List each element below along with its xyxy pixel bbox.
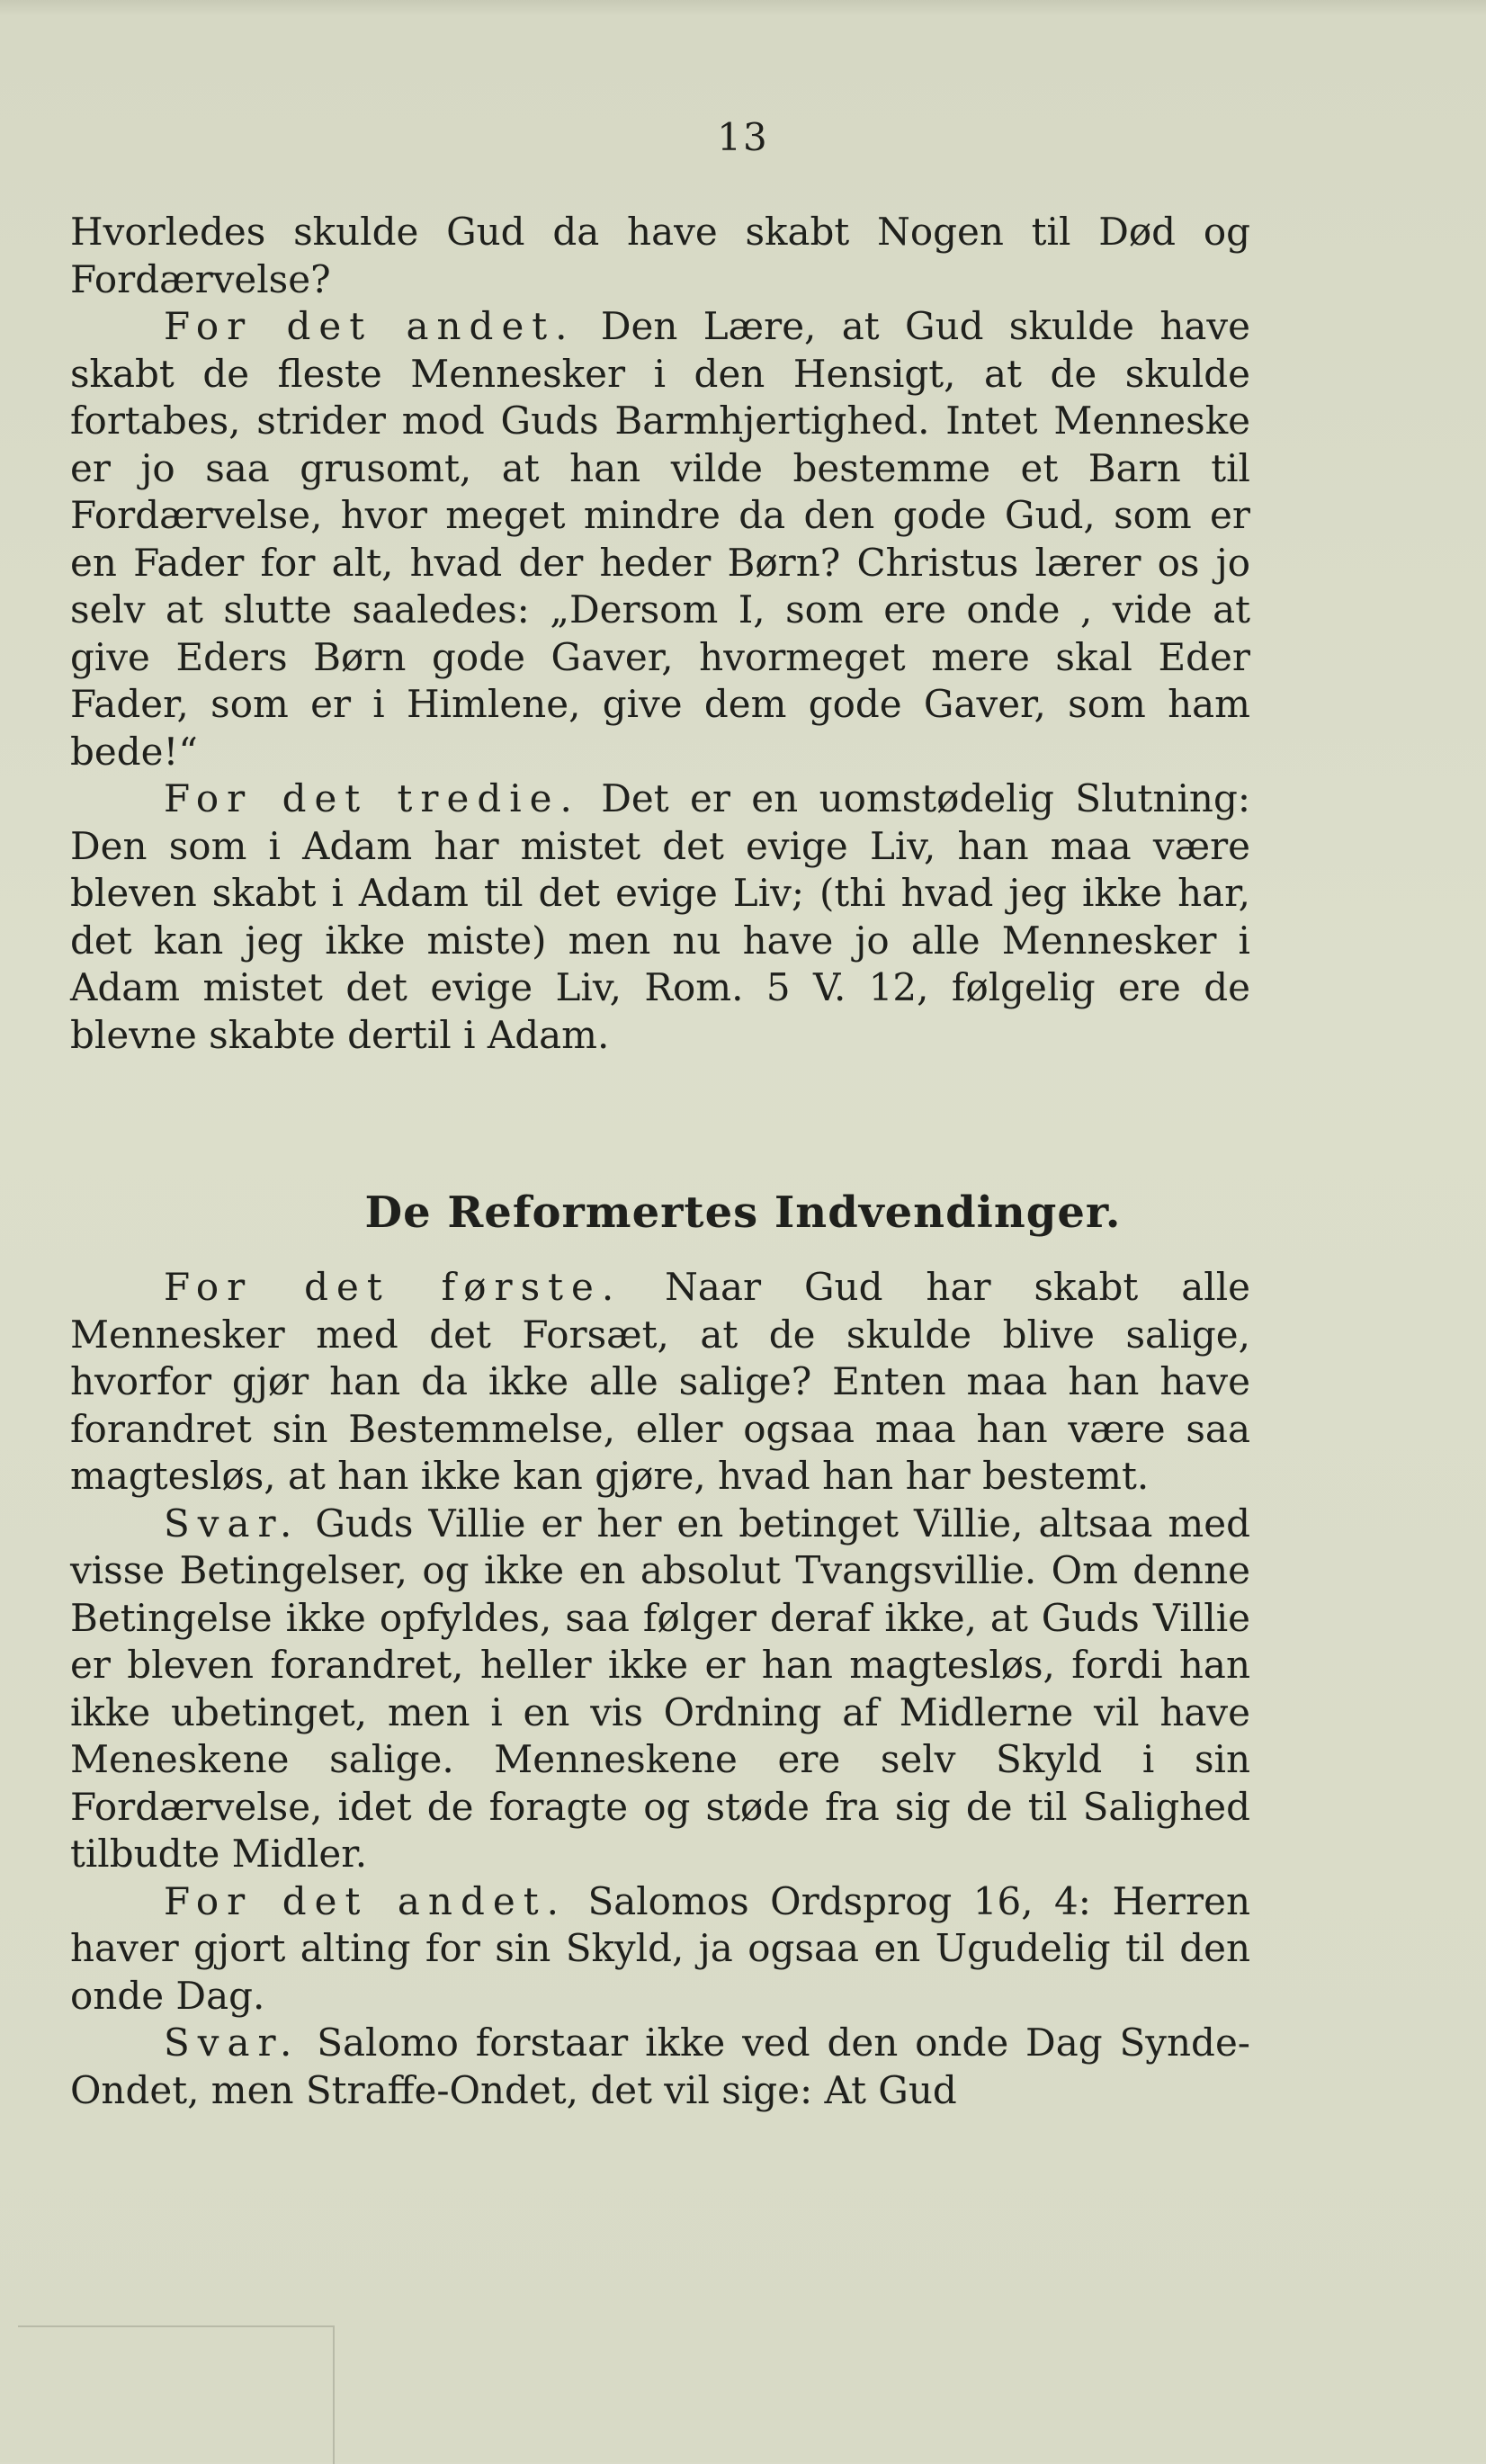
text-block-upper (70, 209, 1250, 1059)
page-number: 13 (717, 115, 769, 159)
paragraph-text: Guds Villie er her en betinget Villie, altsaa med visse Betingelser, og ikke en absolut Tvangsvillie. Om denne Betingelse ikke opfyldes, saa følger deraf ikke, at Guds Villie er bleven forandret, heller ikke er han magtesløs, fordi han ikke ubetinget, men i en vis Ordning af Midlerne vil have Meneskene salige. Menneskene ere selv Skyld i sin Fordærvelse, idet de foragte og støde fra sig de til Salighed tilbudte Midler. (70, 1501, 1250, 1876)
paragraph-text: Den Lære, at Gud skulde have skabt de fleste Mennesker i den Hensigt, at de skulde fortabes, strider mod Guds Barmhjertighed. Intet Menneske er jo saa grusomt, at han vilde bestemme et Barn til Fordærvelse, hvor meget mindre da den gode Gud, som er en Fader for alt, hvad der heder Børn? Christus lærer os jo selv at slutte saaledes: „Dersom I, som ere onde , vide at give Eders Børn gode Gaver, hvormeget mere skal Eder Fader, som er i Himlene, give dem gode Gaver, som ham bede!“ (70, 304, 1250, 774)
paragraph-text: Det er en uomstødelig Slutning: Den som i Adam har mistet det evige Liv, han maa være bleven skabt i Adam til det evige Liv; (thi hvad jeg ikke har, det kan jeg ikke miste) men nu have jo alle Mennesker i Adam mistet det evige Liv, Rom. 5 V. 12, følgelig ere de blevne skabte dertil i Adam. (70, 776, 1250, 1057)
paragraph-label: Svar. (164, 2020, 300, 2065)
paragraph-answer-second (70, 2020, 1250, 2114)
section-heading: De Reformertes Indvendinger. (364, 1187, 1122, 1238)
paragraph-label: For det første. (164, 1265, 622, 1309)
paragraph-label: For det andet. (164, 304, 576, 348)
paragraph-second-point (70, 303, 1250, 775)
page-top-edge (0, 0, 1486, 16)
paragraph-text: Hvorledes skulde Gud da have skabt Nogen til Død og Fordærvelse? (70, 210, 1250, 301)
paragraph-text: Naar Gud har skabt alle Mennesker med det Forsæt, at de skulde blive salige, hvorfor gjør han da ikke alle salige? Enten maa han have forandret sin Bestemmelse, eller ogsaa maa han være saa magtesløs, at han ikke kan gjøre, hvad han har bestemt. (70, 1265, 1250, 1498)
paragraph-objection-second (70, 1878, 1250, 2020)
page-corner-mark (18, 2325, 335, 2464)
paragraph-text: Salomos Ordsprog 16, 4: Herren haver gjort alting for sin Skyld, ja ogsaa en Ugudelig til den onde Dag. (70, 1878, 1250, 2018)
paragraph-label: For det tredie. (164, 776, 580, 820)
paragraph-label: For det andet. (164, 1878, 567, 1923)
text-block-lower (70, 1264, 1250, 2114)
paragraph-text: Salomo forstaar ikke ved den onde Dag Synde-Ondet, men Straffe-Ondet, det vil sige: At Gud (70, 2020, 1250, 2112)
paragraph-objection-first (70, 1264, 1250, 1501)
paragraph-label: Svar. (164, 1501, 300, 1546)
paragraph-continuation (70, 209, 1250, 303)
paragraph-answer-first (70, 1501, 1250, 1878)
paragraph-third-point (70, 775, 1250, 1059)
